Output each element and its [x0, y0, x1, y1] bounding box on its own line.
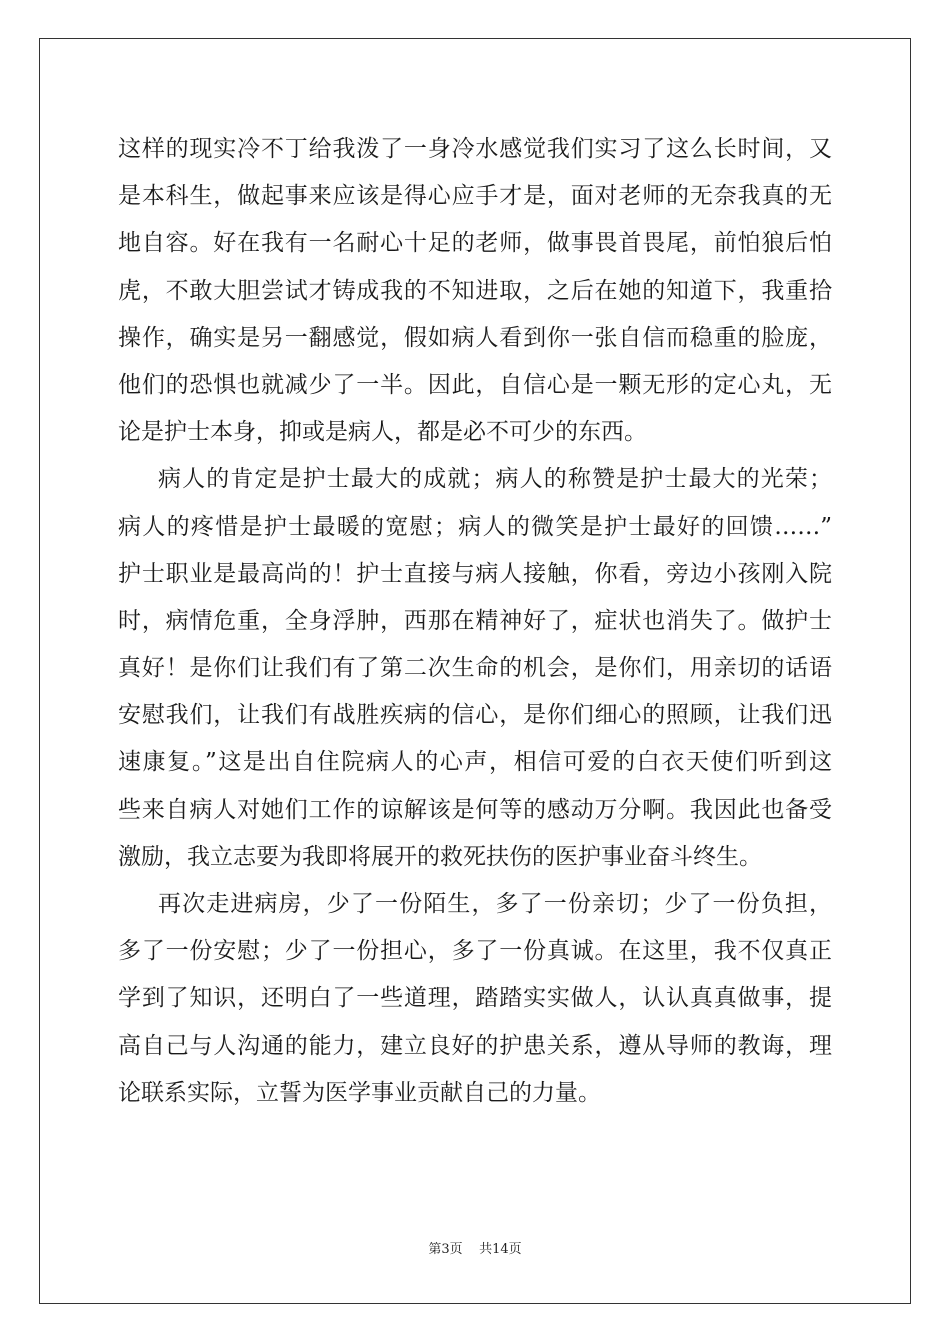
text-line: 病人的肯定是护士最大的成就；病人的称赞是护士最大的光荣； [158, 466, 832, 493]
text-line: 再次走进病房，少了一份陌生，多了一份亲切；少了一份负担， [158, 891, 832, 917]
text-line: 论是护士本身，抑或是病人，都是必不可少的东西。 [118, 419, 647, 446]
page-total: 共14页 [479, 1242, 522, 1257]
text-line: 些来自病人对她们工作的谅解该是何等的感动万分啊。我因此也备受 [118, 796, 832, 823]
page-number: 第3页 [428, 1242, 463, 1257]
page-footer [0, 1238, 950, 1257]
text-line: 地自容。好在我有一名耐心十足的老师，做事畏首畏尾，前怕狼后怕 [118, 230, 832, 257]
text-line: 病人的疼惜是护士最暖的宽慰；病人的微笑是护士最好的回馈……” [118, 513, 832, 540]
text-line: 操作，确实是另一翻感觉，假如病人看到你一张自信而稳重的脸庞， [118, 324, 832, 351]
text-line: 真好！是你们让我们有了第二次生命的机会，是你们，用亲切的话语 [118, 655, 832, 682]
document-body [118, 126, 832, 1117]
text-line: 论联系实际，立誓为医学事业贡献自己的力量。 [118, 1079, 601, 1106]
text-line: 高自己与人沟通的能力，建立良好的护患关系，遵从导师的教诲，理 [118, 1032, 832, 1059]
text-line: 时，病情危重，全身浮肿，西那在精神好了，症状也消失了。做护士 [118, 607, 832, 634]
text-line: 这样的现实冷不丁给我泼了一身冷水感觉我们实习了这么长时间，又 [118, 136, 832, 162]
text-line: 虎，不敢大胆尝试才铸成我的不知进取，之后在她的知道下，我重拾 [118, 277, 832, 304]
text-line: 激励，我立志要为我即将展开的救死扶伤的医护事业奋斗终生。 [118, 843, 762, 870]
text-line: 他们的恐惧也就减少了一半。因此，自信心是一颗无形的定心丸，无 [118, 371, 832, 398]
text-line: 护士职业是最高尚的！护士直接与病人接触，你看，旁边小孩刚入院 [118, 560, 832, 587]
text-line: 多了一份安慰；少了一份担心，多了一份真诚。在这里，我不仅真正 [118, 938, 832, 965]
text-line: 是本科生，做起事来应该是得心应手才是，面对老师的无奈我真的无 [118, 183, 832, 210]
text-line: 安慰我们，让我们有战胜疾病的信心，是你们细心的照顾，让我们迅 [118, 702, 832, 729]
text-line: 速康复。”这是出自住院病人的心声，相信可爱的白衣天使们听到这 [118, 749, 832, 776]
text-line: 学到了知识，还明白了一些道理，踏踏实实做人，认认真真做事，提 [118, 985, 832, 1012]
